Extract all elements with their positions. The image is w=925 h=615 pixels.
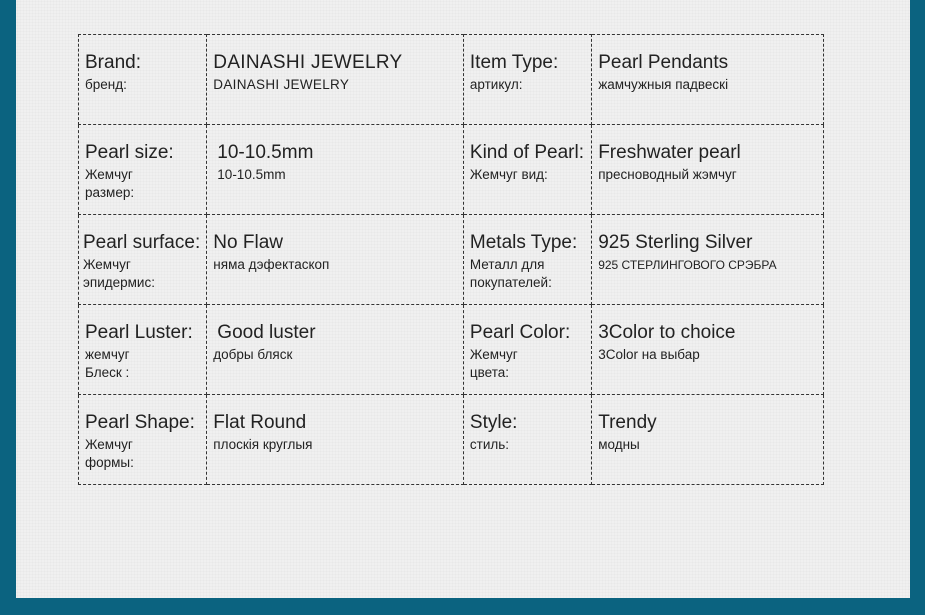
spec-label-ru: стиль: [469,437,510,452]
spec-value-cell [207,305,464,395]
spec-row-pearl-size [79,125,824,215]
spec-label-cell [463,305,591,395]
spec-label-cell [79,215,207,305]
spec-value-ru: модны [598,437,640,452]
spec-label-ru: Металл для покупателей: [469,257,552,290]
spec-label-en: Style: [469,412,518,433]
spec-label-en: Item Type: [469,52,559,73]
spec-row-pearl-luster [79,305,824,395]
spec-value-cell [207,395,464,485]
spec-value-en: Pearl Pendants [598,52,729,73]
spec-label-ru: Жемчуг эпидермис: [83,257,155,290]
spec-label-en: Pearl Shape: [85,412,195,433]
spec-value-ru: 3Color на выбар [598,347,700,362]
spec-label-en: Metals Type: [469,232,578,253]
spec-value-cell [592,35,824,125]
spec-value-en: DAINASHI JEWELRY [213,52,403,73]
spec-value-ru: DAINASHI JEWELRY [213,77,350,92]
spec-label-ru: Жемчуг вид: [469,167,548,182]
spec-value-cell [207,215,464,305]
spec-value-en: 925 Sterling Silver [598,232,753,253]
spec-label-cell [463,35,591,125]
spec-label-en: Pearl Color: [469,322,571,343]
spec-label-ru: Жемчуг формы: [85,437,134,470]
spec-value-ru: 925 СТЕРЛИНГОВОГО СРЭБРА [598,258,777,272]
spec-value-en: Flat Round [213,412,307,433]
spec-value-cell [207,125,464,215]
spec-label-ru: бренд: [85,77,127,92]
spec-label-cell [79,125,207,215]
spec-label-en: Pearl surface: [83,232,201,253]
spec-label-cell [79,395,207,485]
spec-value-ru: 10-10.5mm [217,167,286,182]
spec-value-ru: добры бляск [213,347,293,362]
spec-value-ru: плоскія круглыя [213,437,313,452]
spec-row-brand [79,35,824,125]
spec-label-en: Kind of Pearl: [469,142,584,163]
spec-label-en: Pearl size: [85,142,174,163]
spec-label-cell [79,305,207,395]
spec-row-pearl-surface [79,215,824,305]
spec-value-ru: няма дэфектаскоп [213,257,330,272]
spec-label-cell [79,35,207,125]
spec-label-en: Brand: [85,52,141,73]
spec-label-ru: артикул: [469,77,523,92]
spec-label-en: Pearl Luster: [85,322,193,343]
spec-value-ru: жамчужныя падвескі [598,77,729,92]
spec-value-cell [207,35,464,125]
product-specs-table [78,34,824,485]
spec-label-cell [463,395,591,485]
spec-value-en: 10-10.5mm [217,142,314,163]
spec-value-en: Freshwater pearl [598,142,741,163]
spec-value-cell [592,125,824,215]
spec-value-en: Trendy [598,412,657,433]
spec-label-cell [463,125,591,215]
spec-value-cell [592,215,824,305]
spec-label-ru: жемчуг Блеск : [85,347,130,380]
spec-label-cell [463,215,591,305]
spec-value-cell [592,305,824,395]
spec-row-pearl-shape [79,395,824,485]
spec-label-ru: Жемчуг цвета: [469,347,518,380]
spec-value-ru: пресноводный жэмчуг [598,167,737,182]
spec-value-en: No Flaw [213,232,283,253]
spec-value-en: 3Color to choice [598,322,736,343]
content-panel [16,0,910,598]
spec-value-en: Good luster [217,322,316,343]
spec-value-cell [592,395,824,485]
spec-label-ru: Жемчуг размер: [85,167,135,200]
